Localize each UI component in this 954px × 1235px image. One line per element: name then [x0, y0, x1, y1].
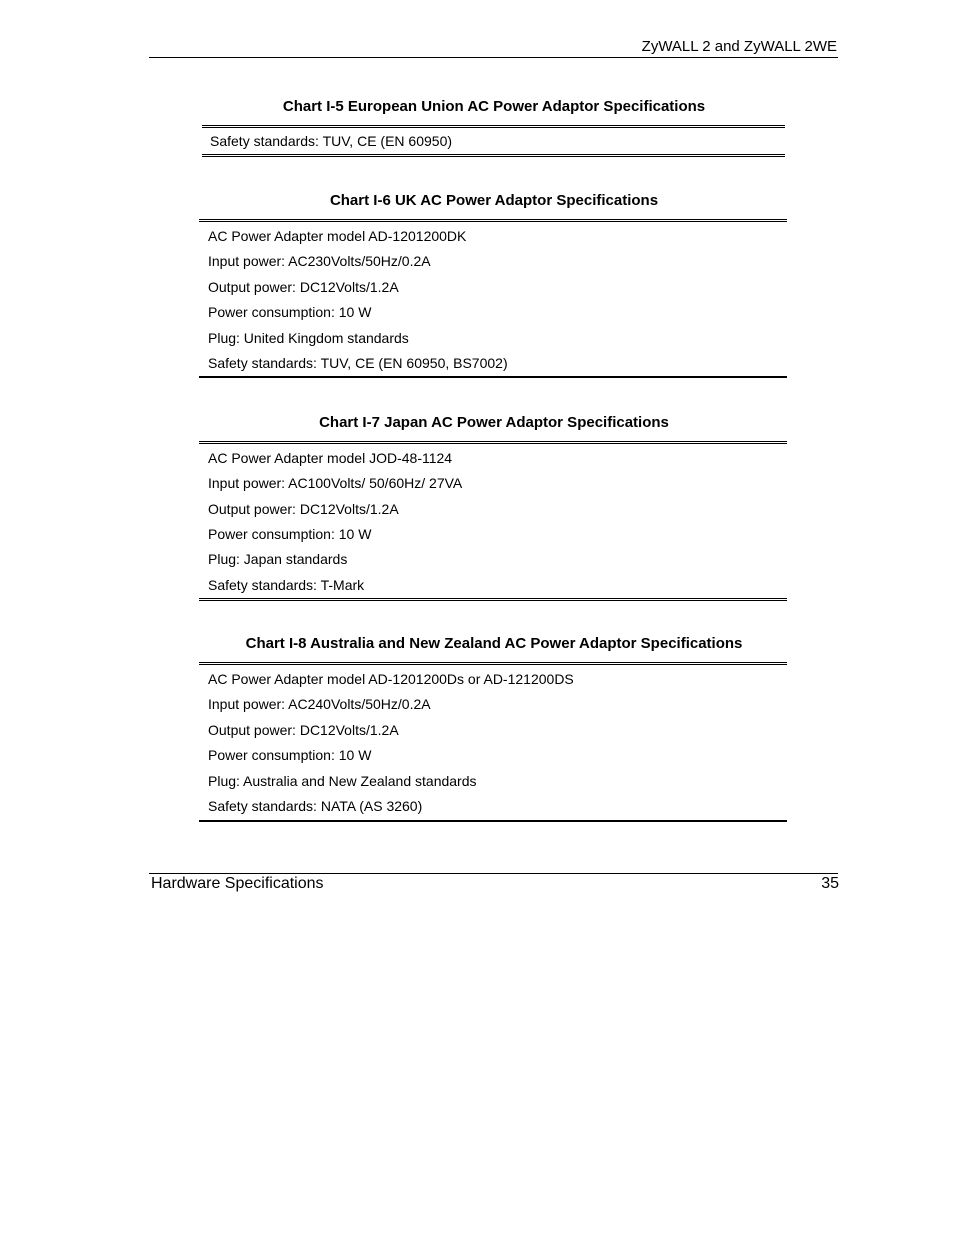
- spec-row: Safety standards: TUV, CE (EN 60950, BS7002): [208, 355, 508, 371]
- spec-row: Power consumption: 10 W: [208, 526, 372, 542]
- spec-row: AC Power Adapter model AD-1201200Ds or AD-121200DS: [208, 671, 574, 687]
- spec-table-uk: [199, 219, 787, 378]
- spec-row: AC Power Adapter model AD-1201200DK: [208, 228, 467, 244]
- spec-table-japan: [199, 441, 787, 601]
- spec-table-australia-nz: [199, 662, 787, 822]
- spec-row: Safety standards: TUV, CE (EN 60950): [210, 133, 453, 149]
- spec-row: Input power: AC100Volts/ 50/60Hz/ 27VA: [208, 475, 463, 491]
- chart-title-eu: Chart I-5 European Union AC Power Adaptor Specifications: [282, 98, 706, 115]
- running-header: ZyWALL 2 and ZyWALL 2WE: [641, 38, 837, 55]
- spec-row: Plug: United Kingdom standards: [208, 330, 409, 346]
- spec-row: Plug: Japan standards: [208, 551, 348, 567]
- page-number: 35: [821, 875, 839, 892]
- footer-rule: [149, 873, 838, 874]
- spec-row: AC Power Adapter model JOD-48-1124: [208, 450, 453, 466]
- spec-row: Power consumption: 10 W: [208, 304, 372, 320]
- spec-row: Output power: DC12Volts/1.2A: [208, 279, 399, 295]
- chart-title-australia-nz: Chart I-8 Australia and New Zealand AC Power Adaptor Specifications: [245, 635, 743, 652]
- spec-row: Plug: Australia and New Zealand standards: [208, 773, 477, 789]
- spec-row: Input power: AC230Volts/50Hz/0.2A: [208, 253, 431, 269]
- spec-row: Input power: AC240Volts/50Hz/0.2A: [208, 696, 431, 712]
- spec-row: Safety standards: NATA (AS 3260): [208, 798, 423, 814]
- spec-row: Output power: DC12Volts/1.2A: [208, 501, 399, 517]
- spec-row: Safety standards: T-Mark: [208, 577, 365, 593]
- chart-title-japan: Chart I-7 Japan AC Power Adaptor Specifications: [319, 414, 669, 431]
- footer-section-title: Hardware Specifications: [151, 875, 324, 892]
- chart-title-uk: Chart I-6 UK AC Power Adaptor Specifications: [329, 192, 659, 209]
- spec-row: Power consumption: 10 W: [208, 747, 372, 763]
- spec-table-eu: [202, 125, 785, 157]
- header-rule: [149, 57, 838, 58]
- spec-row: Output power: DC12Volts/1.2A: [208, 722, 399, 738]
